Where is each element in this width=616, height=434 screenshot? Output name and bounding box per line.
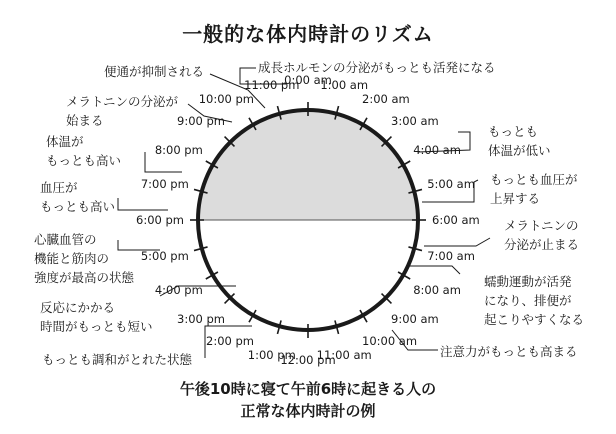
annotation-temp-highest: 体温が もっとも高い (46, 134, 122, 168)
annotation-cardio-peak: 心臓血管の 機能と筋肉の 強度が最高の状態 (34, 232, 135, 285)
leader-a5 (118, 198, 168, 210)
annotation-bp-rise: もっとも血圧が 上昇する (490, 172, 578, 206)
hour-label: 3:00 pm (177, 312, 225, 326)
annotation-temp-lowest: もっとも 体温が低い (488, 124, 551, 158)
hour-label: 1:00 am (320, 77, 369, 92)
hour-label: 4:00 pm (154, 283, 203, 297)
hour-label: 10:00 pm (198, 91, 254, 106)
leader-a12 (410, 266, 460, 274)
diagram-title: 一般的な体内時計のリズム (182, 22, 434, 46)
hour-label: 0:00 am (284, 73, 332, 87)
hour-label: 2:00 am (362, 91, 410, 106)
hour-label: 11:00 am (316, 348, 372, 363)
hour-label: 11:00 pm (244, 77, 300, 92)
hour-label: 3:00 am (391, 114, 439, 128)
annotation-peristalsis: 蠕動運動が活発 になり、排便が 起こりやすくなる (484, 274, 585, 327)
leader-a11 (424, 238, 490, 246)
annotation-reaction-shortest: 反応にかかる 時間がもっとも短い (40, 300, 153, 334)
annotation-bowel-suppressed: 便通が抑制される (104, 64, 205, 79)
hour-label: 4:00 am (413, 143, 461, 157)
hour-label: 6:00 pm (136, 213, 184, 227)
hour-label: 2:00 pm (206, 334, 254, 349)
hour-label: 1:00 pm (247, 348, 296, 363)
hour-label: 9:00 am (391, 312, 439, 326)
hour-label: 12:00 pm (280, 353, 336, 367)
hour-label: 9:00 pm (177, 114, 225, 128)
hour-label: 6:00 am (432, 213, 480, 227)
annotation-melatonin-stop: メラトニンの 分泌が止まる (504, 218, 580, 252)
annotation-bp-highest: 血圧が もっとも高い (40, 180, 116, 214)
hour-label: 5:00 am (427, 176, 475, 191)
hour-label: 8:00 am (413, 283, 461, 297)
annotation-attention-peak: 注意力がもっとも高まる (440, 344, 578, 359)
annotation-growth-hormone: 成長ホルモンの分泌がもっとも活発になる (258, 60, 496, 75)
caption-line-2: 正常な体内時計の例 (240, 402, 376, 420)
hour-label: 7:00 am (427, 249, 475, 264)
hour-label: 5:00 pm (140, 249, 189, 264)
caption-line-1: 午後10時に寝て午前6時に起きる人の (179, 380, 437, 398)
annotation-melatonin-start: メラトニンの分泌が 始まる (66, 94, 179, 128)
annotation-best-coordination: もっとも調和がとれた状態 (42, 352, 193, 367)
hour-label: 7:00 pm (140, 176, 189, 191)
hour-label: 8:00 pm (154, 143, 203, 157)
hour-label: 10:00 am (362, 334, 418, 349)
